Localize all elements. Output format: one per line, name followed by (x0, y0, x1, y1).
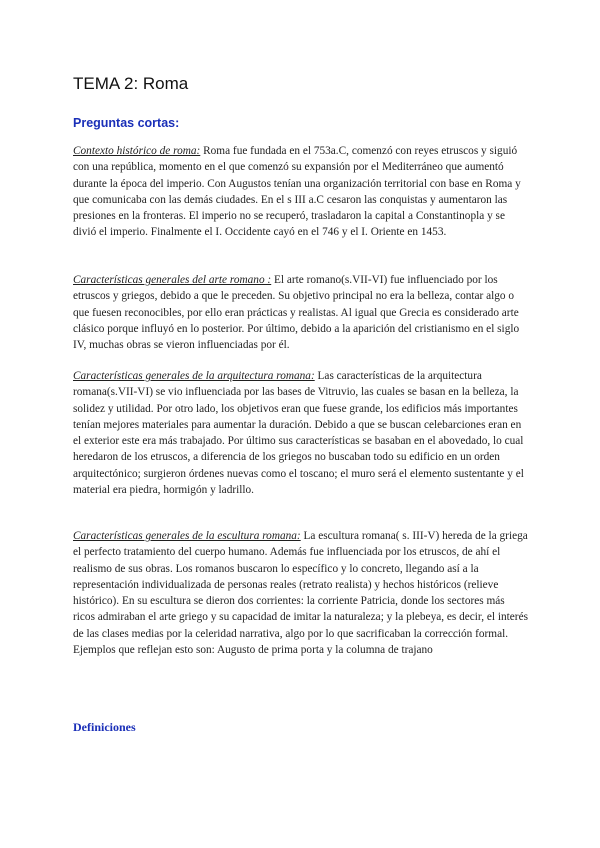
paragraph-text: Roma fue fundada en el 753a.C, comenzó con reyes etruscos y siguió con una república, momento en el que comenzó su expansión por el Mediterráneo que aumentó durante la época del imperio. Con Augustos tenían una organización territorial con base en Roma y que comunicaba con las demás ciudades. En el s III a.C cesaron las conquistas y aumentaron las presiones en la fronteras. El imperio no se recuperó, trasladaron la capital a Constantinopla y se divió el imperio. Finalmente el I. Occidente cayó en el 746 y el I. Oriente en 1453. (73, 145, 521, 239)
paragraph-roman-sculpture (73, 528, 529, 658)
paragraph-roman-art (73, 272, 529, 353)
paragraph-label: Características generales del arte romano : (73, 274, 272, 286)
paragraph-historical-context (73, 143, 529, 241)
paragraph-text: Las características de la arquitectura romana(s.VII-VI) se vio influenciada por las bases de Vitruvio, las cuales se basan en la belleza, la solidez y utilidad. Por otro lado, los objetivos eran que fuese grande, los edificios más importantes tenían mejores materiales para aumentar la duración. Debido a que se buscan celebarciones eran en el exterior este era más trabajado. Por último sus características se basaban en el abovedado, lo cual heredaron de los etruscos, a diferencia de los griegos no buscaban todo su edificio en un orden arquitectónico; surgieron órdenes nuevas como el toscano; el muro será el elemento sustentante y el material era piedra, hormigón y ladrillo. (73, 370, 524, 497)
paragraph-label: Contexto histórico de roma: (73, 145, 201, 157)
page-title: TEMA 2: Roma (73, 74, 189, 93)
paragraph-text: La escultura romana( s. III-V) hereda de la griega el perfecto tratamiento del cuerpo humano. Además fue influenciada por los etruscos, de ahí el realismo de sus obras. Los romanos buscaron lo específico y lo concreto, llegando así a la representación individualizada de personas reales (retrato realista) y hechos históricos (relieve histórico). En su escultura se dieron dos corrientes: la corriente Patricia, donde los sectores más ricos admiraban el arte griego y su capacidad de imitar la naturaleza; y la plebeya, es decir, el interés de las clases medias por la celeridad narrativa, algo por lo que sacrificaban la corrección formal. Ejemplos que reflejan esto son: Augusto de prima porta y la columna de trajano (73, 530, 528, 657)
paragraph-text: El arte romano(s.VII-VI) fue influenciado por los etruscos y griegos, debido a que le preceden. Su objetivo principal no era la belleza, contar algo o que fuesen reconocibles, por ello eran prácticas y realistas. Al igual que Grecia es considerado arte clásico porque influyó en lo posterior. Por último, debido a la aparición del cristianismo en el siglo IV, muchas obras se vieron influenciadas por él. (73, 274, 520, 352)
section-heading-short-questions: Preguntas cortas: (73, 116, 180, 130)
section-heading-definitions: Definiciones (73, 720, 136, 734)
paragraph-roman-architecture (73, 368, 529, 498)
paragraph-label: Características generales de la arquitectura romana: (73, 370, 315, 382)
paragraph-label: Características generales de la escultura romana: (73, 530, 301, 542)
